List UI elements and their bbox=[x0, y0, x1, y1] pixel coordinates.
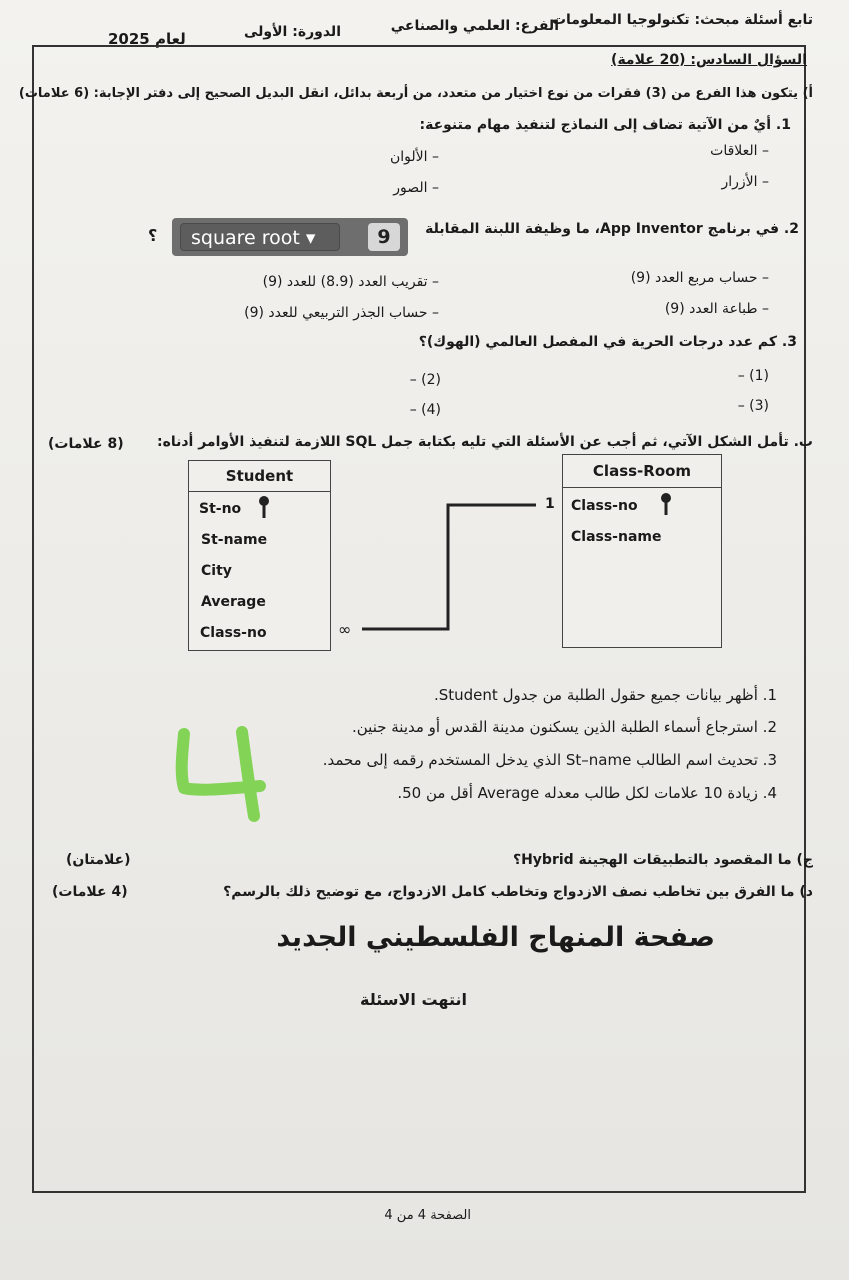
square-root-label: square root ▾ bbox=[180, 223, 340, 251]
part-a-intro: أ) يتكون هذا الفرع من (3) فقرات من نوع اختيار من متعدد، من أربعة بدائل، انقل البديل الصحيح إلى دفتر الإجابة: (6 علامات) bbox=[18, 86, 813, 101]
q3-option-1: – (1) bbox=[737, 368, 769, 384]
q1-option-1: – العلاقات bbox=[710, 143, 769, 159]
q1-text: 1. أيٌ من الآتية تضاف إلى النماذج لتنفيذ مهام متنوعة: bbox=[419, 117, 791, 133]
q1-option-2: – الألوان bbox=[390, 149, 439, 165]
part-d-marks: (4 علامات) bbox=[52, 884, 128, 900]
classroom-field: Class-no bbox=[571, 498, 638, 514]
student-table-title: Student bbox=[189, 461, 330, 492]
header-subject: تابع أسئلة مبحث: تكنولوجيا المعلومات bbox=[551, 12, 813, 28]
part-c-marks: (علامتان) bbox=[66, 852, 131, 868]
header-session: الدورة: الأولى bbox=[244, 24, 341, 40]
classroom-field: Class-name bbox=[571, 529, 662, 545]
q3-option-3: – (3) bbox=[737, 398, 769, 414]
q1-option-3: – الأزرار bbox=[721, 174, 769, 190]
relationship-line bbox=[330, 495, 570, 645]
q3-text: 3. كم عدد درجات الحرية في المفصل العالمي (الهوك)؟ bbox=[418, 334, 797, 350]
square-root-value: 9 bbox=[368, 223, 400, 251]
q2-option-2: – تقريب العدد (8.9) للعدد (9) bbox=[262, 274, 439, 290]
student-field: Class-no bbox=[200, 625, 267, 641]
part-d-text: د) ما الفرق بين تخاطب نصف الازدواج وتخاطب كامل الازدواج، مع توضيح ذلك بالرسم؟ bbox=[223, 884, 813, 900]
primary-key-icon bbox=[659, 491, 673, 517]
student-field: Average bbox=[201, 594, 266, 610]
header-year: لعام 2025 bbox=[108, 30, 186, 48]
part-c-text: ج) ما المقصود بالتطبيقات الهجينة Hybrid؟ bbox=[512, 852, 813, 868]
part-b-intro: ب. تأمل الشكل الآتي، ثم أجب عن الأسئلة التي تليه بكتابة جمل SQL اللازمة لتنفيذ الأوامر أدناه: bbox=[156, 434, 813, 450]
q2-option-3: – طباعة العدد (9) bbox=[664, 301, 769, 317]
q2-option-4: – حساب الجذر التربيعي للعدد (9) bbox=[244, 305, 439, 321]
q3-option-2: – (2) bbox=[409, 372, 441, 388]
part-b-item-4: 4. زيادة 10 علامات لكل طالب معدله Average أقل من 50. bbox=[397, 784, 777, 802]
part-b-item-2: 2. استرجاع أسماء الطلبة الذين يسكنون مدينة القدس أو مدينة جنين. bbox=[351, 718, 777, 736]
question-title: السؤال السادس: (20 علامة) bbox=[611, 52, 807, 68]
handwritten-grade-mark bbox=[170, 722, 274, 822]
page-footer: الصفحة 4 من 4 bbox=[384, 1208, 471, 1223]
classroom-table-title: Class-Room bbox=[563, 455, 721, 488]
q1-option-4: – الصور bbox=[393, 180, 439, 196]
relationship-one-label: 1 bbox=[545, 496, 555, 512]
header-branch: الفرع: العلمي والصناعي bbox=[390, 18, 559, 34]
q3-option-4: – (4) bbox=[409, 402, 441, 418]
student-table bbox=[188, 460, 331, 651]
q2-text: 2. في برنامج App Inventor، ما وظيفة اللبنة المقابلة bbox=[425, 221, 799, 237]
q2-question-mark: ؟ bbox=[148, 226, 158, 245]
primary-key-icon bbox=[257, 494, 271, 520]
part-b-marks: (8 علامات) bbox=[48, 436, 124, 452]
student-field: St-name bbox=[201, 532, 268, 548]
q2-option-1: – حساب مربع العدد (9) bbox=[630, 270, 769, 286]
relationship-many-label: ∞ bbox=[338, 620, 352, 639]
site-banner-text: صفحة المنهاج الفلسطيني الجديد bbox=[276, 922, 715, 953]
square-root-block bbox=[172, 218, 408, 256]
classroom-table bbox=[562, 454, 722, 648]
student-field: City bbox=[201, 563, 232, 579]
part-b-item-3: 3. تحديث اسم الطالب St–name الذي يدخل المستخدم رقمه إلى محمد. bbox=[322, 751, 777, 769]
student-field: St-no bbox=[199, 501, 242, 517]
end-of-questions: انتهت الاسئلة bbox=[360, 990, 467, 1009]
part-b-item-1: 1. أظهر بيانات جميع حقول الطلبة من جدول Student. bbox=[433, 686, 777, 704]
